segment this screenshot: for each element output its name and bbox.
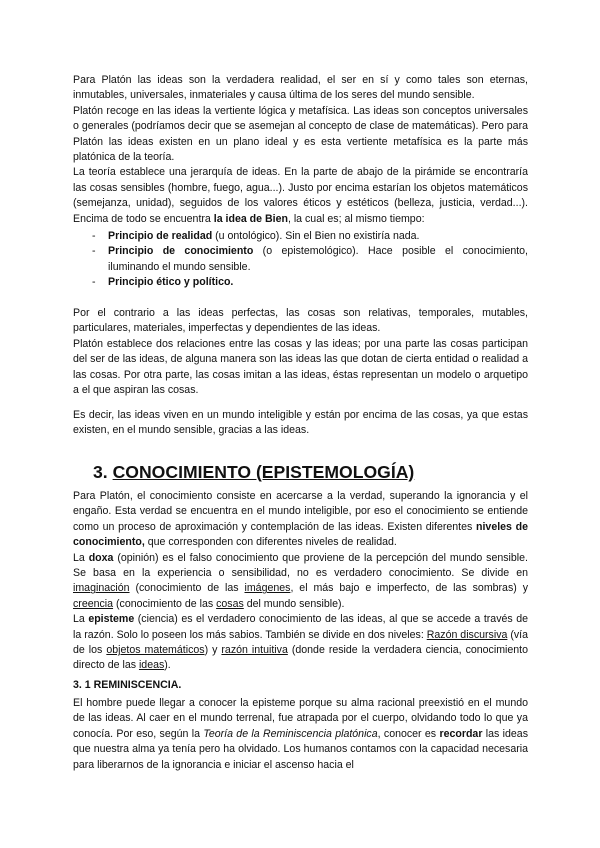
ideas-link: ideas xyxy=(138,659,165,672)
doxa-bold: doxa xyxy=(88,551,114,564)
doxa-text-2: (opinión) es el falso conocimiento que proviene de la percepción del mundo sensible. Se basa en la experiencia o sensibilidad, no es verdadero conocimiento. Se divide en xyxy=(73,551,528,580)
principle-title: Principio ético y político. xyxy=(108,276,234,289)
section-3-body xyxy=(73,489,528,674)
razon-intuitiva-link: razón intuitiva xyxy=(221,644,288,657)
razon-discursiva-link: Razón discursiva xyxy=(426,628,508,641)
principle-text: (o epistemológico). Hace posible el conocimiento, iluminando el mundo sensible. xyxy=(108,245,528,273)
episteme-bold: episteme xyxy=(88,613,135,626)
section-3-1-heading: 3. 1 REMINISCENCIA. xyxy=(73,679,182,691)
episteme-text-1: La xyxy=(73,613,89,626)
list-item xyxy=(92,275,528,290)
doxa-paragraph xyxy=(73,551,528,613)
creencia-link: creencia xyxy=(73,597,114,610)
intro-p3-text: La teoría establece una jerarquía de ideas. En la parte de abajo de la pirámide se encontraría las cosas sensibles (hombre, fuego, agua...). Justo por encima estarían los objetos matemáticos (semejanza, unidad), seguidos de los valores éticos y estéticos (belleza, justicia, verdad...). Encima de todo se encuentra xyxy=(73,166,528,225)
reminiscence-italic: Teoría de la Reminiscencia platónica xyxy=(203,727,378,740)
principle-title: Principio de conocimiento xyxy=(108,245,254,258)
section-3-1-body xyxy=(73,696,528,773)
section-number: 3. xyxy=(93,462,108,482)
contrast-paragraph-3: Es decir, las ideas viven en un mundo inteligible y están por encima de las cosas, ya que estas existen, en el mundo sensible, gracias a las ideas. xyxy=(73,409,528,437)
objetos-matematicos-link: objetos matemáticos xyxy=(106,644,205,657)
principle-text: (u ontológico). Sin el Bien no existiría nada. xyxy=(212,230,420,242)
knowledge-tail: que corresponden con diferentes niveles de realidad. xyxy=(144,536,397,549)
contrast-section xyxy=(73,306,528,398)
knowledge-paragraph xyxy=(73,489,528,551)
section-3-heading xyxy=(93,462,414,483)
reminiscence-text-1: El hombre puede llegar a conocer la episteme porque su alma racional preexistió en el mundo de las ideas. Al caer en el mundo terrenal, fue atrapada por el cuerpo, olvidando todo lo que ya conocía. Por eso, según la xyxy=(73,697,528,740)
doxa-text-6: del mundo sensible). xyxy=(243,597,345,610)
intro-paragraph-2: Platón recoge en las ideas la vertiente lógica y metafísica. Las ideas son conceptos universales o generales (podríamos decir que se asemejan al concepto de clase de matemáticas). Pero para Platón las ideas existen en un plano ideal y es esta vertiente metafísica es la parte más platónica de la teoría. xyxy=(73,104,528,164)
recordar-bold: recordar xyxy=(439,727,483,740)
episteme-text-4: ) y xyxy=(204,644,222,657)
episteme-text-2: (ciencia) es el verdadero conocimiento de las ideas, al que se accede a través de la razón. Solo lo poseen los más sabios. También se divide en dos niveles: xyxy=(73,613,528,641)
contrast-paragraph-2: Platón establece dos relaciones entre las cosas y las ideas; por una parte las cosas participan del ser de las ideas, de alguna manera son las ideas las que dotan de cierta entidad o realidad a las cosas. Por otra parte, las cosas imitan a las ideas, éstas representan un modelo o arquetipo a el que aspiran las cosas. xyxy=(73,337,528,397)
idea-de-bien-bold: la idea de Bien xyxy=(213,212,288,225)
episteme-text-6: ). xyxy=(164,659,171,672)
principle-title: Principio de realidad xyxy=(108,230,213,242)
doxa-text-4: , el más bajo e imperfecto, de las sombras) y xyxy=(290,582,528,595)
list-item xyxy=(92,229,528,244)
cosas-link: cosas xyxy=(216,597,244,610)
knowledge-text: Para Platón, el conocimiento consiste en acercarse a la verdad, superando la ignorancia y el engaño. Esta verdad se encuentra en el mundo inteligible, por eso el conocimiento se entiende como un proceso de aproximación y contemplación de las ideas. Existen diferentes xyxy=(73,490,528,533)
doxa-text-1: La xyxy=(73,551,89,564)
doxa-text-3: (conocimiento de las xyxy=(129,582,245,595)
imagenes-link: imágenes xyxy=(244,582,291,595)
intro-section xyxy=(73,73,528,227)
principles-list xyxy=(92,229,528,291)
niveles-bold: niveles de conocimiento, xyxy=(73,520,529,549)
reminiscence-text-3: las ideas que nuestra alma ya tenía pero ha olvidado. Los humanos contamos con la capacidad necesaria para liberarnos de la ignorancia e iniciar el ascenso hacia el xyxy=(73,727,528,771)
intro-p3-tail: , la cual es; al mismo tiempo: xyxy=(287,212,425,225)
intro-paragraph-1: Para Platón las ideas son la verdadera realidad, el ser en sí y como tales son eternas, inmutables, universales, inmateriales y causa última de los seres del mundo sensible. xyxy=(73,74,528,102)
reminiscence-text-2: , conocer es xyxy=(377,727,440,740)
episteme-text-3: (vía de los xyxy=(73,628,529,657)
conclusion-section xyxy=(73,408,528,439)
imaginacion-link: imaginación xyxy=(73,582,130,595)
section-title: CONOCIMIENTO (EPISTEMOLOGÍA) xyxy=(112,462,415,482)
episteme-text-5: (donde reside la verdadera ciencia, conocimiento directo de las xyxy=(73,644,528,672)
reminiscence-paragraph xyxy=(73,696,528,773)
intro-paragraph-3 xyxy=(73,165,528,227)
doxa-text-5: (conocimiento de las xyxy=(113,597,217,610)
list-item xyxy=(92,244,528,275)
contrast-paragraph-1: Por el contrario a las ideas perfectas, las cosas son relativas, temporales, mutables, particulares, materiales, imperfectas y dependientes de las ideas. xyxy=(73,307,528,335)
episteme-paragraph xyxy=(73,612,528,674)
